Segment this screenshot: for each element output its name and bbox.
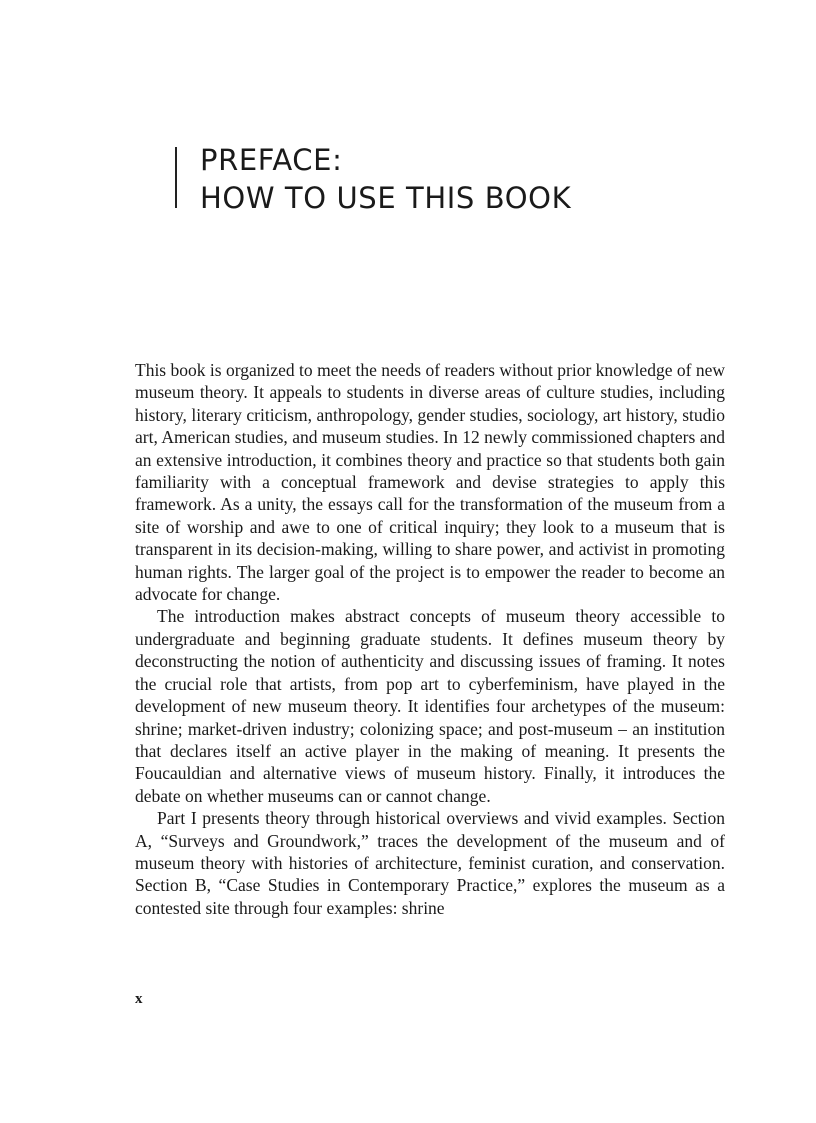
title-vertical-rule [175, 147, 177, 208]
chapter-title [200, 141, 571, 217]
paragraph-1: This book is organized to meet the needs of readers without prior knowledge of new museum theory. It appeals to students in diverse areas of culture studies, including history, literary criticism, anthropology, gender studies, sociology, art history, studio art, American studies, and museum studies. In 12 newly commissioned chapters and an extensive introduction, it combines theory and practice so that students both gain familiarity with a conceptual framework and devise strategies to apply this framework. As a unity, the essays call for the transformation of the museum from a site of worship and awe to one of critical inquiry; they look to a museum that is transparent in its decision-making, willing to share power, and activist in promoting human rights. The larger goal of the project is to empower the reader to become an advocate for change. [135, 360, 725, 605]
page-number: x [135, 991, 143, 1007]
paragraph-2: The introduction makes abstract concepts of museum theory accessible to undergraduate and beginning graduate students. It defines museum theory by deconstructing the notion of authenticity and discussing issues of framing. It notes the crucial role that artists, from pop art to cyberfeminism, have played in the development of new museum theory. It identifies four archetypes of the museum: shrine; market-driven industry; colonizing space; and post-museum – an institution that declares itself an active player in the making of meaning. It presents the Foucauldian and alternative views of museum history. Finally, it introduces the debate on whether museums can or cannot change. [135, 606, 725, 806]
chapter-title-line-2: HOW TO USE THIS BOOK [200, 181, 572, 215]
paragraph-3: Part I presents theory through historical overviews and vivid examples. Section A, “Surveys and Groundwork,” traces the development of the museum and of museum theory with histories of architecture, feminist curation, and conservation. Section B, “Case Studies in Contemporary Practice,” explores the museum as a contested site through four examples: shrine [135, 808, 725, 918]
chapter-title-line-1: PREFACE: [200, 143, 343, 177]
body-text [135, 359, 725, 919]
